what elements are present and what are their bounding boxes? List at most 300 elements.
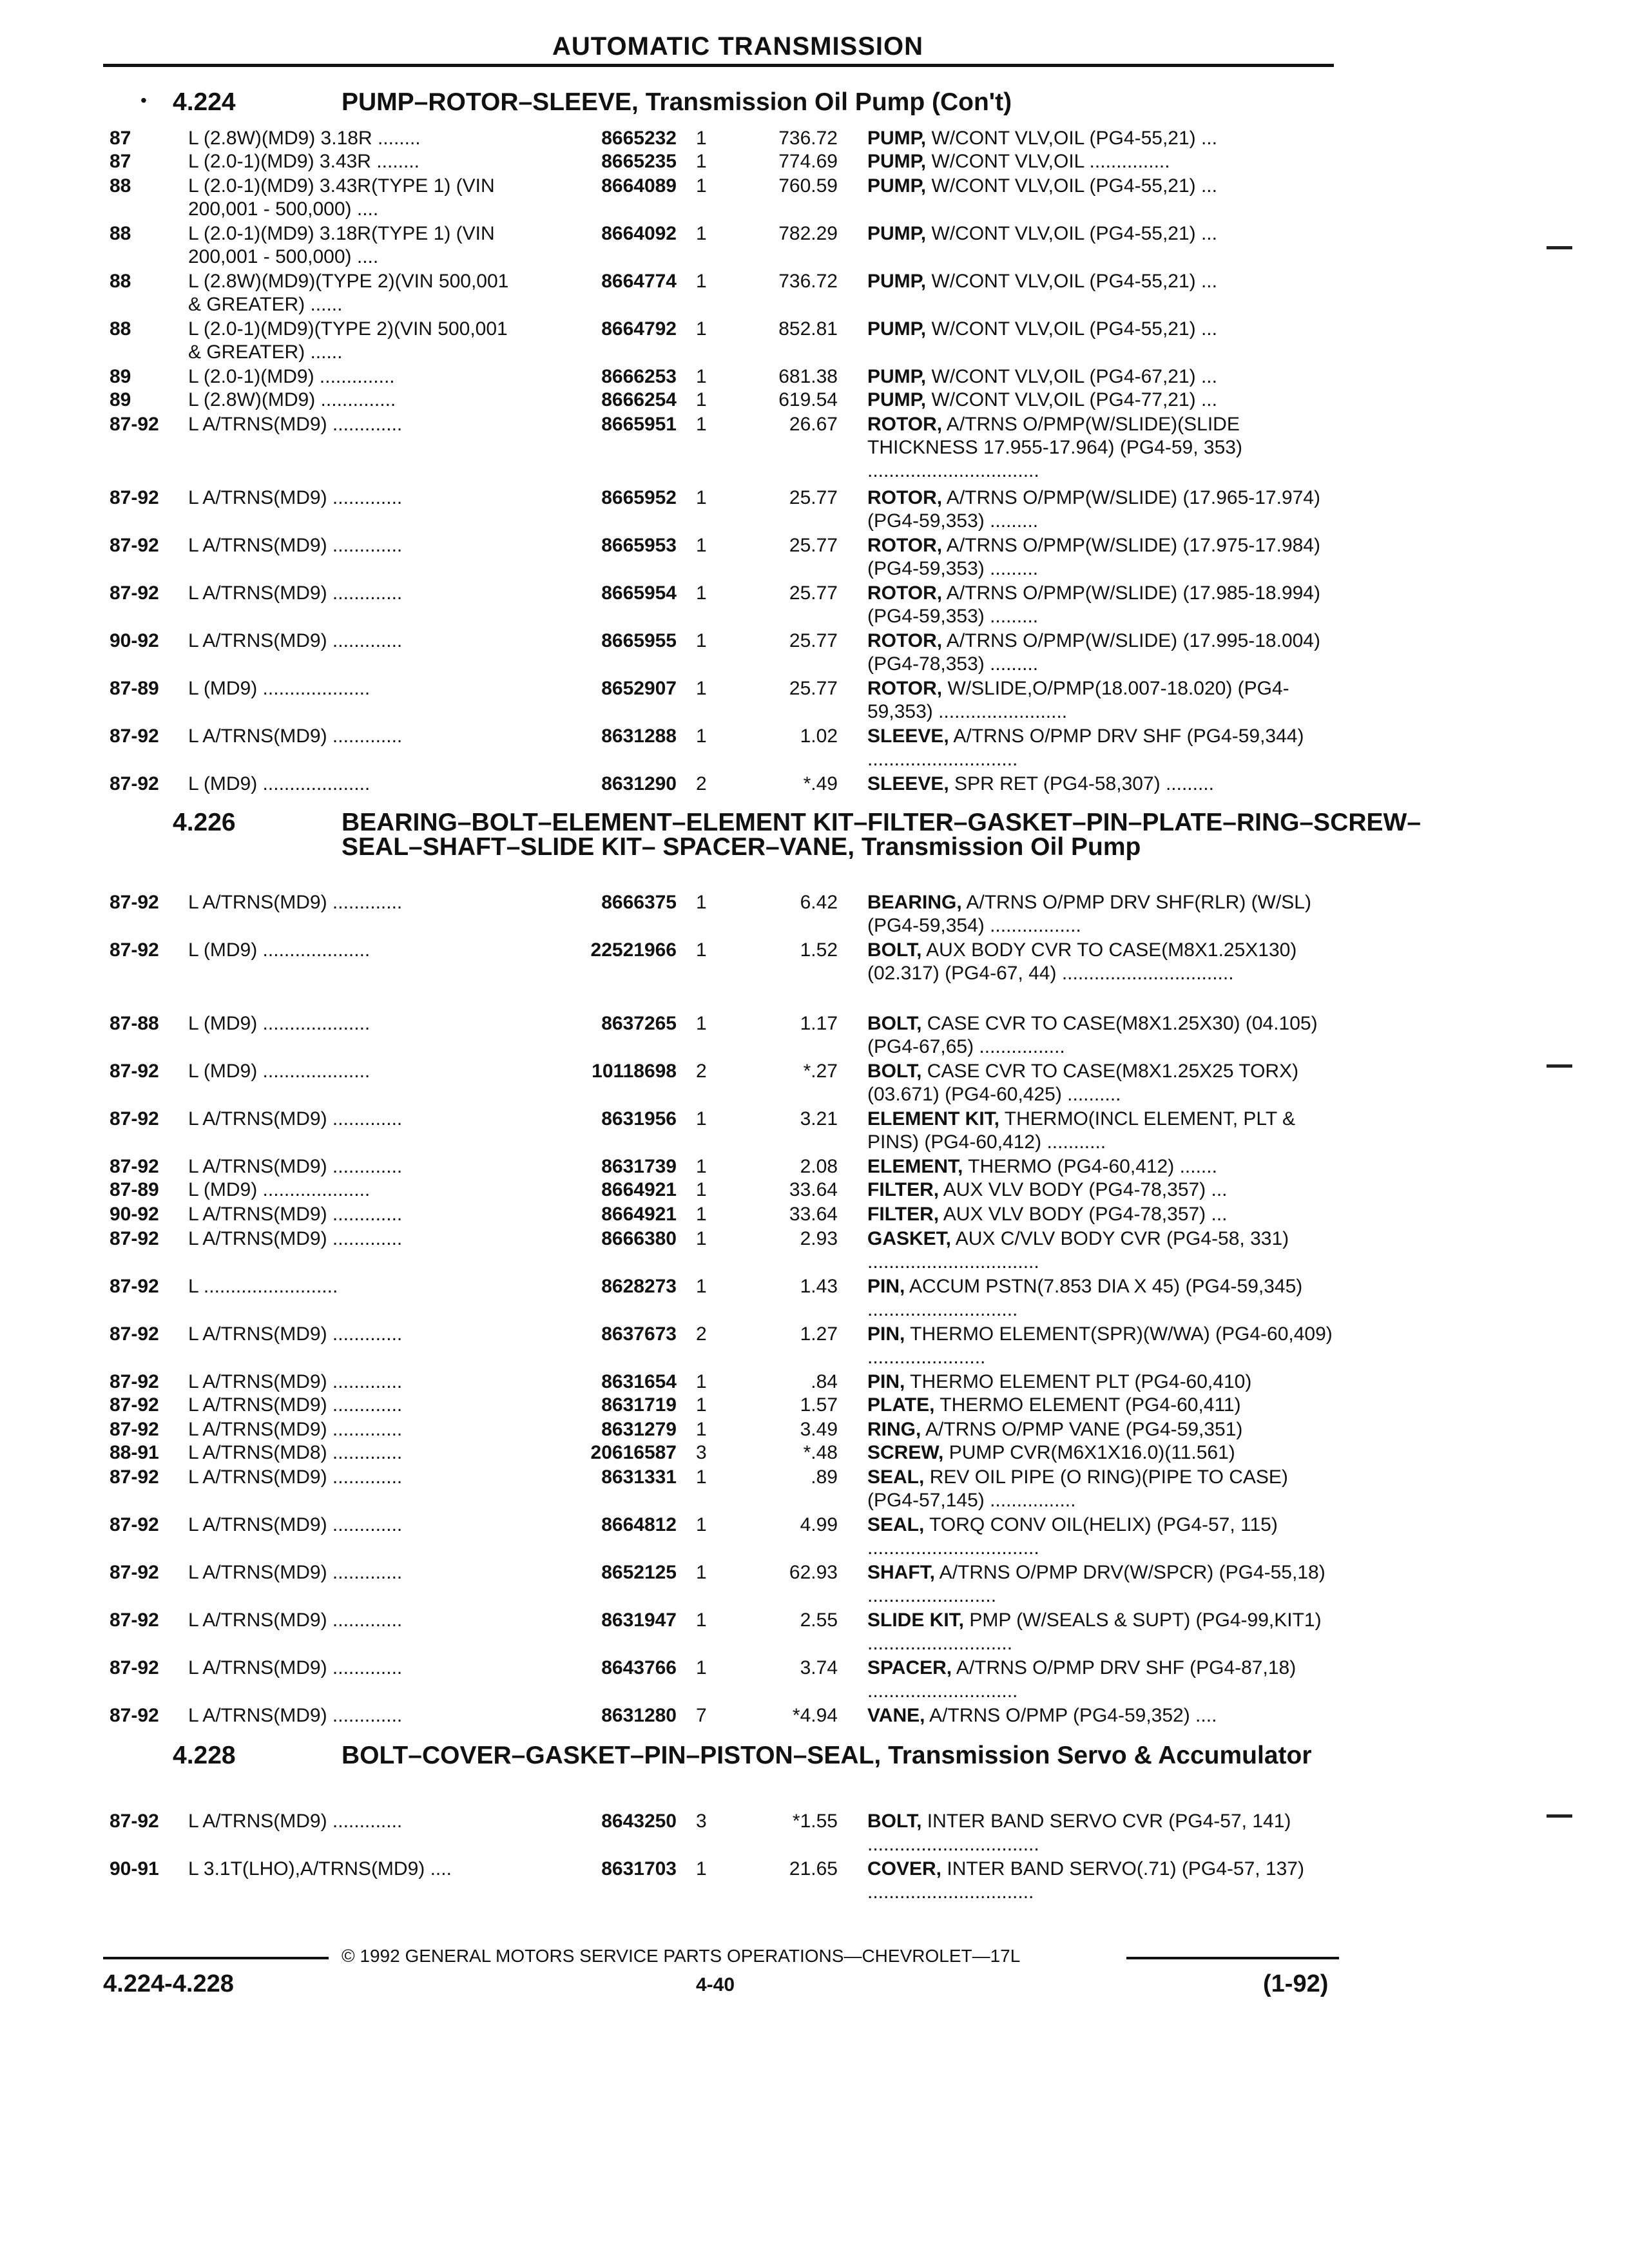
row-year: 88: [110, 271, 131, 292]
row-year: 89: [110, 389, 131, 410]
row-price: 681.38: [778, 366, 838, 387]
row-quantity: 1: [696, 1514, 707, 1535]
row-application: L (MD9) ....................: [188, 1061, 371, 1082]
row-application: L A/TRNS(MD9) .............: [188, 1371, 403, 1392]
row-description: [867, 1323, 1338, 1369]
section-title: BOLT–COVER–GASKET–PIN–PISTON–SEAL, Transmission Servo & Accumulator: [342, 1742, 1312, 1769]
row-description: [867, 1012, 1338, 1059]
row-year: 87-92: [110, 1108, 159, 1129]
row-price: 33.64: [789, 1179, 838, 1200]
row-part-number: 8664921: [601, 1204, 677, 1225]
row-part-detail: CASE CVR TO CASE(M8X1.25X30) (04.105) (PG4-67,65) ................: [867, 1013, 1318, 1057]
row-description: [867, 891, 1338, 937]
row-year: 87-92: [110, 1562, 159, 1583]
row-year: 90-91: [110, 1858, 159, 1879]
row-application: L (2.0-1)(MD9) ..............: [188, 366, 395, 387]
row-part-name: RING,: [867, 1419, 921, 1440]
row-part-number: 8631947: [601, 1610, 677, 1631]
row-application: L A/TRNS(MD9) .............: [188, 726, 403, 747]
row-price: 782.29: [778, 223, 838, 244]
row-part-number: 8631280: [601, 1705, 677, 1726]
row-price: 1.17: [800, 1013, 838, 1034]
row-year: 87: [110, 151, 131, 172]
row-price: 852.81: [778, 318, 838, 340]
row-quantity: 1: [696, 582, 707, 604]
row-quantity: 1: [696, 1276, 707, 1297]
row-description: [867, 1858, 1338, 1904]
row-description: [867, 318, 1338, 341]
row-part-number: 8631288: [601, 726, 677, 747]
row-part-name: BOLT,: [867, 1811, 922, 1832]
row-part-number: 8666253: [601, 366, 677, 387]
row-price: 25.77: [789, 678, 838, 699]
row-quantity: 1: [696, 1466, 707, 1488]
row-year: 88-91: [110, 1442, 159, 1463]
row-part-number: 8643250: [601, 1811, 677, 1832]
row-description: [867, 534, 1338, 581]
row-year: 87-92: [110, 1811, 159, 1832]
section-number: 4.228: [173, 1742, 236, 1769]
row-part-name: PUMP,: [867, 151, 927, 172]
row-part-name: ROTOR,: [867, 630, 943, 651]
row-part-number: 8665955: [601, 630, 677, 651]
row-price: 2.93: [800, 1228, 838, 1249]
row-quantity: 1: [696, 271, 707, 292]
row-part-name: PUMP,: [867, 223, 927, 244]
row-part-number: 8643766: [601, 1657, 677, 1678]
row-quantity: 3: [696, 1442, 707, 1463]
row-application: L A/TRNS(MD9) .............: [188, 1562, 403, 1583]
row-quantity: 1: [696, 151, 707, 172]
row-quantity: 1: [696, 1204, 707, 1225]
row-part-number: 8665232: [601, 128, 677, 149]
bullet-dot: •: [140, 90, 147, 110]
row-description: [867, 629, 1338, 676]
row-quantity: 1: [696, 1657, 707, 1678]
row-year: 87-92: [110, 487, 159, 508]
row-description: [867, 413, 1338, 483]
row-year: 87-92: [110, 414, 159, 435]
row-price: 2.55: [800, 1610, 838, 1631]
row-part-detail: THERMO(INCL ELEMENT, PLT & PINS) (PG4-60,412) ...........: [867, 1108, 1295, 1153]
row-description: [867, 1394, 1338, 1417]
row-application: L A/TRNS(MD9) .............: [188, 1228, 403, 1249]
row-description: [867, 222, 1338, 245]
row-year: 87-92: [110, 1276, 159, 1297]
row-price: 62.93: [789, 1562, 838, 1583]
row-year: 87-88: [110, 1013, 159, 1034]
row-part-detail: A/TRNS O/PMP(W/SLIDE)(SLIDE THICKNESS 17.955-17.964) (PG4-59, 353) ................................: [867, 414, 1242, 481]
row-description: [867, 677, 1338, 724]
row-part-name: GASKET,: [867, 1228, 952, 1249]
row-part-name: PIN,: [867, 1276, 905, 1297]
row-year: 90-92: [110, 630, 159, 651]
row-part-number: 20616587: [590, 1442, 677, 1463]
row-year: 87-92: [110, 1061, 159, 1082]
row-quantity: 1: [696, 630, 707, 651]
row-part-number: 8664774: [601, 271, 677, 292]
row-part-number: 22521966: [590, 939, 677, 961]
footer-rule: [103, 1957, 329, 1959]
row-year: 88: [110, 175, 131, 197]
row-part-number: 8628273: [601, 1276, 677, 1297]
row-quantity: 1: [696, 726, 707, 747]
row-year: 87-92: [110, 726, 159, 747]
row-application: L A/TRNS(MD9) .............: [188, 1514, 403, 1535]
row-price: 21.65: [789, 1858, 838, 1879]
row-quantity: 3: [696, 1811, 707, 1832]
row-part-detail: PUMP CVR(M6X1X16.0)(11.561): [943, 1442, 1235, 1463]
row-part-detail: AUX BODY CVR TO CASE(M8X1.25X130)(02.317) (PG4-67, 44) ................................: [867, 939, 1297, 984]
row-price: 1.02: [800, 726, 838, 747]
row-application: L A/TRNS(MD9) .............: [188, 1419, 403, 1440]
row-price: 1.27: [800, 1323, 838, 1345]
row-part-number: 8665951: [601, 414, 677, 435]
row-year: 90-92: [110, 1204, 159, 1225]
row-quantity: 1: [696, 175, 707, 197]
row-description: [867, 365, 1338, 389]
row-application: L A/TRNS(MD9) .............: [188, 1323, 403, 1345]
row-application: L (2.8W)(MD9)(TYPE 2)(VIN 500,001 & GREATER) ......: [188, 271, 509, 315]
row-part-name: PUMP,: [867, 318, 927, 340]
row-part-number: 8631739: [601, 1156, 677, 1177]
row-price: *.49: [803, 773, 838, 794]
row-quantity: 2: [696, 1061, 707, 1082]
row-part-detail: W/CONT VLV,OIL (PG4-55,21) ...: [926, 223, 1217, 244]
row-quantity: 2: [696, 1323, 707, 1345]
row-application: L A/TRNS(MD9) .............: [188, 1466, 403, 1488]
row-quantity: 2: [696, 773, 707, 794]
row-quantity: 1: [696, 1228, 707, 1249]
footer-section-range: 4.224-4.228: [103, 1970, 234, 1997]
row-part-name: PLATE,: [867, 1394, 935, 1416]
row-part-name: SCREW,: [867, 1442, 944, 1463]
row-description: [867, 1203, 1338, 1226]
row-price: *.27: [803, 1061, 838, 1082]
edge-mark: [1547, 1064, 1572, 1068]
row-application: L (2.0-1)(MD9) 3.43R ........: [188, 151, 419, 172]
row-part-detail: W/CONT VLV,OIL (PG4-67,21) ...: [926, 366, 1217, 387]
row-application: L A/TRNS(MD9) .............: [188, 1156, 403, 1177]
row-year: 87-92: [110, 1657, 159, 1678]
row-part-number: 8664092: [601, 223, 677, 244]
row-quantity: 1: [696, 223, 707, 244]
row-part-number: 8664921: [601, 1179, 677, 1200]
row-application: L 3.1T(LHO),A/TRNS(MD9) ....: [188, 1858, 452, 1879]
row-part-number: 8631703: [601, 1858, 677, 1879]
row-description: [867, 1178, 1338, 1202]
row-part-number: 8665952: [601, 487, 677, 508]
row-part-detail: A/TRNS O/PMP(W/SLIDE) (17.965-17.974) (PG4-59,353) .........: [867, 487, 1320, 532]
row-part-name: ROTOR,: [867, 487, 943, 508]
row-part-name: BOLT,: [867, 1013, 922, 1034]
row-part-detail: A/TRNS O/PMP(W/SLIDE) (17.995-18.004) (PG4-78,353) .........: [867, 630, 1320, 675]
row-description: [867, 1609, 1338, 1655]
row-quantity: 1: [696, 389, 707, 410]
row-year: 87-92: [110, 1419, 159, 1440]
row-price: 1.43: [800, 1276, 838, 1297]
row-price: 736.72: [778, 271, 838, 292]
row-application: L A/TRNS(MD9) .............: [188, 892, 403, 913]
row-part-detail: TORQ CONV OIL(HELIX) (PG4-57, 115) ................................: [867, 1514, 1278, 1559]
section-number: 4.226: [173, 809, 236, 836]
row-part-detail: REV OIL PIPE (O RING)(PIPE TO CASE) (PG4-57,145) ................: [867, 1466, 1288, 1511]
row-application: L A/TRNS(MD9) .............: [188, 535, 403, 556]
row-year: 88: [110, 223, 131, 244]
row-part-detail: AUX VLV BODY (PG4-78,357) ...: [939, 1179, 1228, 1200]
row-description: [867, 1514, 1338, 1560]
row-part-name: ROTOR,: [867, 582, 943, 604]
row-application: L (2.0-1)(MD9) 3.18R(TYPE 1) (VIN 200,001 - 500,000) ....: [188, 223, 495, 267]
row-part-detail: THERMO ELEMENT (PG4-60,411): [934, 1394, 1241, 1416]
row-part-name: ROTOR,: [867, 535, 943, 556]
row-part-detail: A/TRNS O/PMP(W/SLIDE) (17.975-17.984) (PG4-59,353) .........: [867, 535, 1320, 579]
row-part-name: PUMP,: [867, 175, 927, 197]
row-description: [867, 175, 1338, 198]
row-price: 1.57: [800, 1394, 838, 1416]
row-price: *.48: [803, 1442, 838, 1463]
row-part-number: 8631956: [601, 1108, 677, 1129]
row-description: [867, 486, 1338, 533]
row-quantity: 1: [696, 318, 707, 340]
row-price: .84: [811, 1371, 838, 1392]
row-description: [867, 1466, 1338, 1512]
row-part-detail: W/CONT VLV,OIL (PG4-77,21) ...: [926, 389, 1217, 410]
row-part-name: PIN,: [867, 1323, 905, 1345]
row-year: 87-92: [110, 1156, 159, 1177]
row-part-detail: W/CONT VLV,OIL (PG4-55,21) ...: [926, 128, 1217, 149]
edge-mark: [1547, 1814, 1572, 1818]
row-year: 87-92: [110, 535, 159, 556]
row-description: [867, 582, 1338, 628]
row-part-name: FILTER,: [867, 1204, 940, 1225]
row-quantity: 1: [696, 678, 707, 699]
row-application: L (MD9) ....................: [188, 1013, 371, 1034]
row-year: 88: [110, 318, 131, 340]
row-part-name: PUMP,: [867, 271, 927, 292]
row-part-detail: W/CONT VLV,OIL ...............: [926, 151, 1170, 172]
row-quantity: 1: [696, 892, 707, 913]
row-part-name: ELEMENT KIT,: [867, 1108, 1000, 1129]
page-title: AUTOMATIC TRANSMISSION: [552, 32, 924, 61]
row-application: L A/TRNS(MD9) .............: [188, 582, 403, 604]
row-price: 25.77: [789, 487, 838, 508]
row-price: 6.42: [800, 892, 838, 913]
row-year: 87-92: [110, 1705, 159, 1726]
row-application: L A/TRNS(MD9) .............: [188, 630, 403, 651]
row-part-number: 8631290: [601, 773, 677, 794]
row-application: L (MD9) ....................: [188, 939, 371, 961]
row-part-number: 8631331: [601, 1466, 677, 1488]
row-price: 33.64: [789, 1204, 838, 1225]
row-year: 87-92: [110, 939, 159, 961]
header-rule: [103, 64, 1334, 67]
row-part-detail: W/CONT VLV,OIL (PG4-55,21) ...: [926, 318, 1217, 340]
row-part-name: SLEEVE,: [867, 773, 949, 794]
row-price: 25.77: [789, 630, 838, 651]
row-description: [867, 1810, 1338, 1856]
row-price: 26.67: [789, 414, 838, 435]
row-description: [867, 127, 1338, 150]
row-application: L A/TRNS(MD9) .............: [188, 1204, 403, 1225]
row-part-number: 8652125: [601, 1562, 677, 1583]
row-part-name: BEARING,: [867, 892, 962, 913]
row-part-detail: A/TRNS O/PMP (PG4-59,352) ....: [925, 1705, 1217, 1726]
row-quantity: 1: [696, 1394, 707, 1416]
row-year: 89: [110, 366, 131, 387]
row-description: [867, 939, 1338, 985]
row-part-detail: THERMO (PG4-60,412) .......: [963, 1156, 1217, 1177]
row-description: [867, 725, 1338, 771]
row-part-name: PIN,: [867, 1371, 905, 1392]
row-quantity: 1: [696, 128, 707, 149]
row-description: [867, 1418, 1338, 1441]
row-year: 87-92: [110, 1371, 159, 1392]
row-description: [867, 1704, 1338, 1727]
row-price: .89: [811, 1466, 838, 1488]
row-description: [867, 1227, 1338, 1274]
section-number: 4.224: [173, 88, 236, 116]
row-quantity: 1: [696, 1108, 707, 1129]
row-part-name: PUMP,: [867, 389, 927, 410]
row-quantity: 1: [696, 1858, 707, 1879]
row-part-number: 8664812: [601, 1514, 677, 1535]
footer-rule: [1126, 1957, 1339, 1959]
row-part-detail: W/CONT VLV,OIL (PG4-55,21) ...: [926, 271, 1217, 292]
row-quantity: 1: [696, 1013, 707, 1034]
row-application: L (MD9) ....................: [188, 678, 371, 699]
row-year: 87-92: [110, 1228, 159, 1249]
row-quantity: 1: [696, 1179, 707, 1200]
row-description: [867, 389, 1338, 412]
section-title: BEARING–BOLT–ELEMENT–ELEMENT KIT–FILTER–GASKET–PIN–PLATE–RING–SCREW–SEAL–SHAFT–SLIDE KIT– SPACER–VANE, Transmission Oil Pump: [342, 809, 1422, 861]
row-part-detail: THERMO ELEMENT(SPR)(W/WA) (PG4-60,409) ......................: [867, 1323, 1333, 1368]
row-price: 736.72: [778, 128, 838, 149]
row-application: L A/TRNS(MD9) .............: [188, 1811, 403, 1832]
row-part-detail: A/TRNS O/PMP DRV SHF(RLR) (W/SL) (PG4-59,354) .................: [867, 892, 1311, 936]
row-year: 87-92: [110, 1466, 159, 1488]
row-description: [867, 1441, 1338, 1465]
row-year: 87-92: [110, 1394, 159, 1416]
row-description: [867, 1108, 1338, 1154]
row-description: [867, 1155, 1338, 1178]
row-quantity: 1: [696, 487, 707, 508]
row-part-name: PUMP,: [867, 128, 927, 149]
row-part-detail: A/TRNS O/PMP DRV(W/SPCR) (PG4-55,18) ........................: [867, 1562, 1325, 1606]
row-part-detail: INTER BAND SERVO(.71) (PG4-57, 137) ...............................: [867, 1858, 1304, 1903]
row-price: 25.77: [789, 535, 838, 556]
row-year: 87-92: [110, 892, 159, 913]
row-part-number: 8637673: [601, 1323, 677, 1345]
row-price: 760.59: [778, 175, 838, 197]
row-price: 2.08: [800, 1156, 838, 1177]
row-part-detail: W/SLIDE,O/PMP(18.007-18.020) (PG4-59,353) ........................: [867, 678, 1289, 722]
row-application: L A/TRNS(MD9) .............: [188, 1394, 403, 1416]
row-price: 3.74: [800, 1657, 838, 1678]
row-part-name: ELEMENT,: [867, 1156, 963, 1177]
footer-date-code: (1-92): [1263, 1970, 1329, 1997]
row-part-detail: A/TRNS O/PMP DRV SHF (PG4-59,344) ............................: [867, 726, 1304, 770]
row-part-detail: SPR RET (PG4-58,307) .........: [949, 773, 1214, 794]
row-application: L A/TRNS(MD9) .............: [188, 414, 403, 435]
row-description: [867, 773, 1338, 796]
row-part-detail: A/TRNS O/PMP DRV SHF (PG4-87,18) ............................: [867, 1657, 1296, 1702]
row-quantity: 1: [696, 939, 707, 961]
row-part-number: 8631719: [601, 1394, 677, 1416]
row-part-name: SLIDE KIT,: [867, 1610, 965, 1631]
row-year: 87-92: [110, 1610, 159, 1631]
row-part-name: BOLT,: [867, 939, 922, 961]
row-part-detail: THERMO ELEMENT PLT (PG4-60,410): [905, 1371, 1252, 1392]
footer-page-number: 4-40: [696, 1974, 735, 1995]
row-quantity: 1: [696, 1371, 707, 1392]
row-application: L A/TRNS(MD9) .............: [188, 1610, 403, 1631]
row-price: 25.77: [789, 582, 838, 604]
row-year: 87-92: [110, 1323, 159, 1345]
row-part-number: 8664089: [601, 175, 677, 197]
row-application: L (MD9) ....................: [188, 773, 371, 794]
row-part-name: ROTOR,: [867, 678, 943, 699]
row-price: *4.94: [792, 1705, 838, 1726]
row-part-name: SHAFT,: [867, 1562, 935, 1583]
row-part-number: 8652907: [601, 678, 677, 699]
row-price: 1.52: [800, 939, 838, 961]
section-title: PUMP–ROTOR–SLEEVE, Transmission Oil Pump (Con't): [342, 88, 1012, 116]
row-part-number: 8666380: [601, 1228, 677, 1249]
row-part-detail: AUX VLV BODY (PG4-78,357) ...: [939, 1204, 1228, 1225]
row-quantity: 7: [696, 1705, 707, 1726]
row-price: 3.21: [800, 1108, 838, 1129]
row-quantity: 1: [696, 1419, 707, 1440]
row-application: L (2.0-1)(MD9) 3.43R(TYPE 1) (VIN 200,001 - 500,000) ....: [188, 175, 495, 220]
row-price: 619.54: [778, 389, 838, 410]
row-application: L .........................: [188, 1276, 338, 1297]
row-part-detail: AUX C/VLV BODY CVR (PG4-58, 331) ................................: [867, 1228, 1289, 1273]
row-quantity: 1: [696, 1156, 707, 1177]
row-part-number: 8666254: [601, 389, 677, 410]
row-application: L (2.8W)(MD9) 3.18R ........: [188, 128, 421, 149]
row-year: 87-89: [110, 678, 159, 699]
row-quantity: 1: [696, 1562, 707, 1583]
row-part-name: SEAL,: [867, 1466, 925, 1488]
row-part-number: 8631279: [601, 1419, 677, 1440]
row-part-name: COVER,: [867, 1858, 942, 1879]
row-description: [867, 150, 1338, 173]
row-application: L A/TRNS(MD9) .............: [188, 487, 403, 508]
row-part-number: 8637265: [601, 1013, 677, 1034]
row-year: 87-92: [110, 582, 159, 604]
row-price: 3.49: [800, 1419, 838, 1440]
row-quantity: 1: [696, 535, 707, 556]
row-part-detail: CASE CVR TO CASE(M8X1.25X25 TORX)(03.671) (PG4-60,425) ..........: [867, 1061, 1299, 1105]
row-quantity: 1: [696, 414, 707, 435]
row-application: L (MD9) ....................: [188, 1179, 371, 1200]
row-part-number: 10118698: [592, 1061, 677, 1082]
row-year: 87: [110, 128, 131, 149]
row-price: 774.69: [778, 151, 838, 172]
row-part-name: SEAL,: [867, 1514, 925, 1535]
footer-copyright: © 1992 GENERAL MOTORS SERVICE PARTS OPERATIONS—CHEVROLET—17L: [342, 1946, 1021, 1966]
row-application: L A/TRNS(MD9) .............: [188, 1657, 403, 1678]
row-quantity: 1: [696, 366, 707, 387]
row-description: [867, 1657, 1338, 1703]
row-part-name: FILTER,: [867, 1179, 940, 1200]
row-part-number: 8665953: [601, 535, 677, 556]
row-price: 4.99: [800, 1514, 838, 1535]
row-application: L A/TRNS(MD9) .............: [188, 1705, 403, 1726]
edge-mark: [1547, 246, 1572, 249]
row-part-name: PUMP,: [867, 366, 927, 387]
